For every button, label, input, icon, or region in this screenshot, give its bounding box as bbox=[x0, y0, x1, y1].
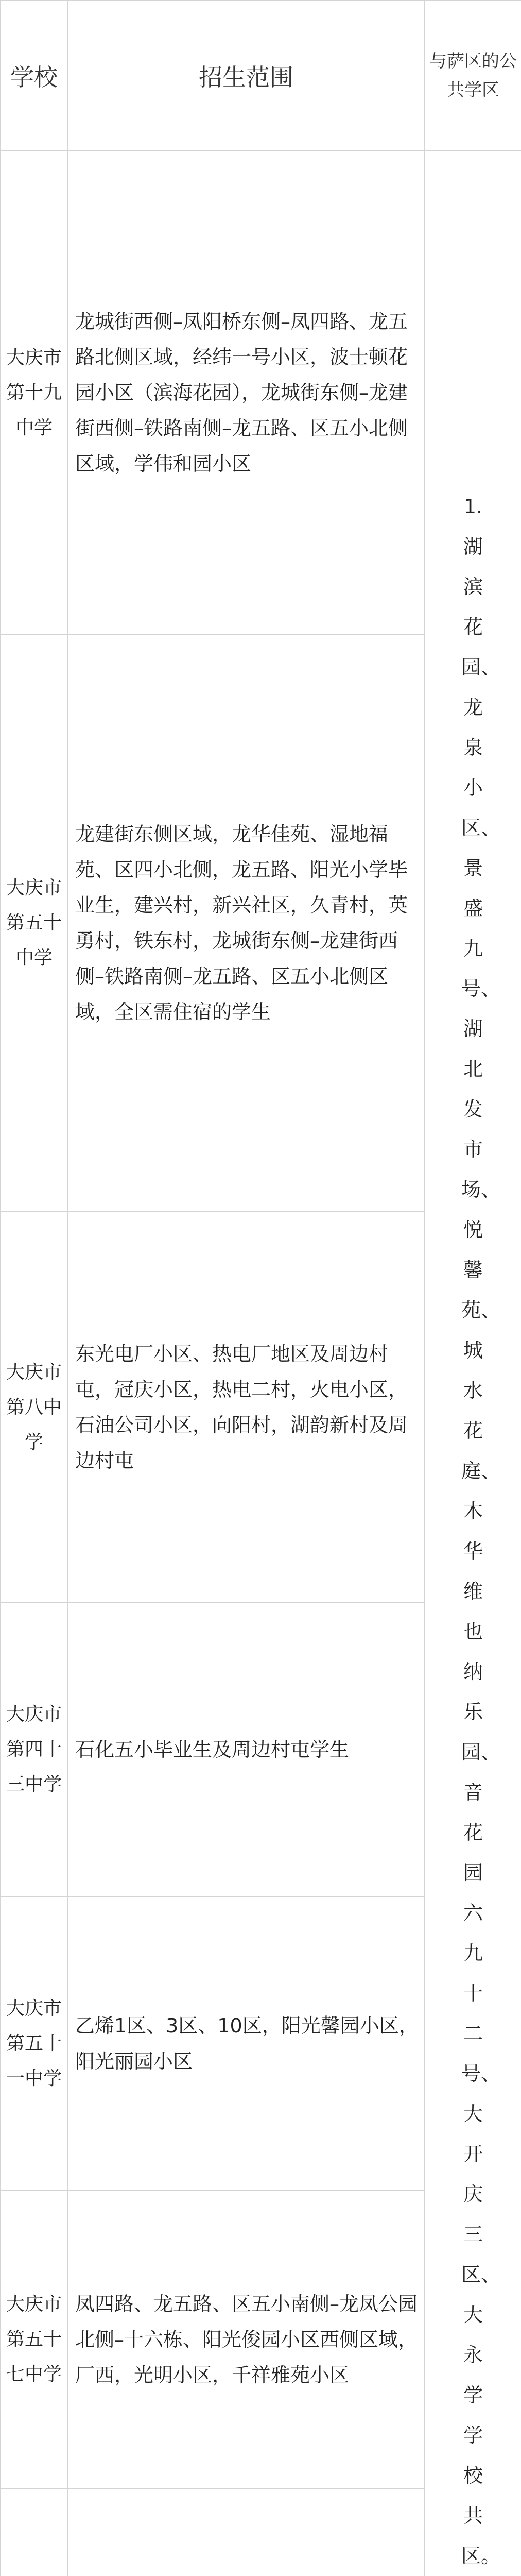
school-name: 大庆市第五十一中学 bbox=[1, 1897, 67, 2191]
enrollment-scope: 乙烯1区、3区、10区，阳光馨园小区，阳光丽园小区 bbox=[67, 1897, 425, 2191]
enrollment-scope bbox=[67, 2488, 425, 2576]
header-scope: 招生范围 bbox=[67, 1, 425, 151]
header-shared-zone: 与萨区的公共学区 bbox=[425, 1, 521, 151]
enrollment-scope: 龙城街西侧–凤阳桥东侧–凤四路、龙五路北侧区域，经纬一号小区，波士顿花园小区（滨海花园），龙城街东侧–龙建街西侧–铁路南侧–龙五路、区五小北侧区域，学伟和园小区 bbox=[67, 151, 425, 635]
enrollment-scope: 石化五小毕业生及周边村屯学生 bbox=[67, 1603, 425, 1896]
table-row bbox=[1, 151, 521, 635]
school-name: 大庆市第五十中学 bbox=[1, 635, 67, 1212]
shared-zone-cell bbox=[425, 151, 521, 2576]
header-school: 学校 bbox=[1, 1, 67, 151]
school-name: 大庆市第八中学 bbox=[1, 1212, 67, 1603]
shared-zone-text: 1. 湖滨花园、龙泉小区、景盛九号、湖北发市场、悦馨苑、城水花庭、木华维也纳乐园、音花园六九十二号、大开庆三区、大永学学校共区。 bbox=[461, 495, 501, 2567]
school-name bbox=[1, 2488, 67, 2576]
school-name: 大庆市第四十三中学 bbox=[1, 1603, 67, 1896]
enrollment-scope: 龙建街东侧区域，龙华佳苑、湿地福苑、区四小北侧，龙五路、阳光小学毕业生，建兴村，新兴社区，久青村，英勇村，铁东村，龙城街东侧–龙建街西侧–铁路南侧–龙五路、区五小北侧区域，全区需住宿的学生 bbox=[67, 635, 425, 1212]
enrollment-scope: 东光电厂小区、热电厂地区及周边村屯，冠庆小区，热电二村，火电小区，石油公司小区，向阳村，湖韵新村及周边村屯 bbox=[67, 1212, 425, 1603]
school-name: 大庆市第五十七中学 bbox=[1, 2191, 67, 2488]
header-row bbox=[1, 1, 521, 151]
school-name: 大庆市第十九中学 bbox=[1, 151, 67, 635]
enrollment-scope: 凤四路、龙五路、区五小南侧–龙凤公园北侧–十六栋、阳光俊园小区西侧区域，厂西，光明小区，千祥雅苑小区 bbox=[67, 2191, 425, 2488]
